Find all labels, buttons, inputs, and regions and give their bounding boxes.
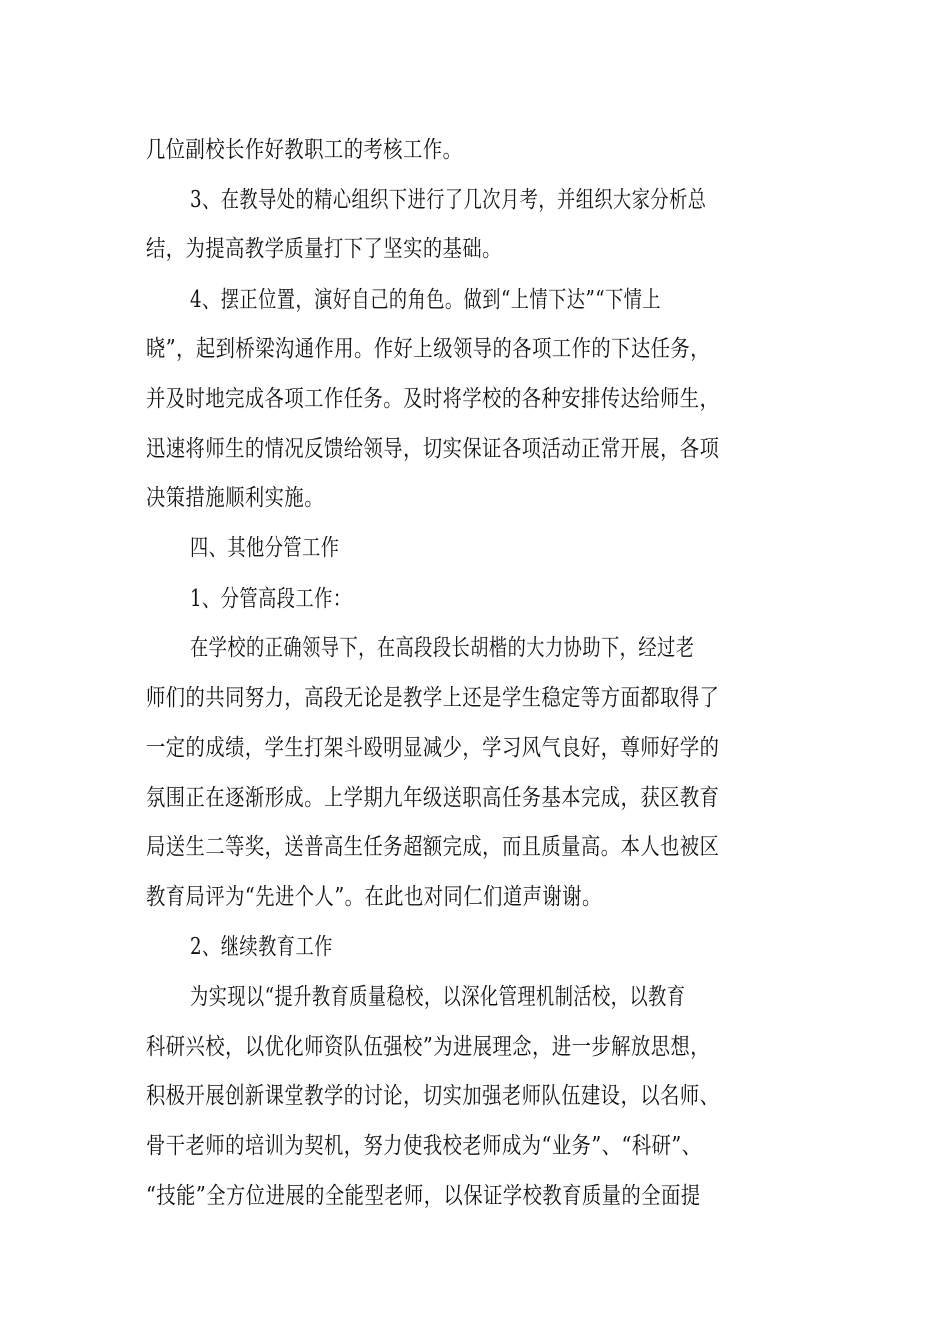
text-line: 积极开展创新课堂教学的讨论，切实加强老师队伍建设，以名师、 xyxy=(146,1083,720,1109)
text-line: 教育局评为“先进个人”。在此也对同仁们道声谢谢。 xyxy=(146,884,602,910)
text-line: 晓”，起到桥梁沟通作用。作好上级领导的各项工作的下达任务， xyxy=(146,336,711,362)
text-line: 4、摆正位置，演好自己的角色。做到“上情下达”“下情上 xyxy=(190,287,662,313)
text-line: 几位副校长作好教职工的考核工作。 xyxy=(146,137,463,163)
text-line: 在学校的正确领导下，在高段段长胡楷的大力协助下，经过老 xyxy=(190,635,695,661)
text-line: 并及时地完成各项工作任务。及时将学校的各种安排传达给师生， xyxy=(146,386,720,412)
subsection-heading: 1、分管高段工作： xyxy=(190,586,352,612)
text-line: 氛围正在逐渐形成。上学期九年级送职高任务基本完成，获区教育 xyxy=(146,785,720,811)
text-line: 骨干老师的培训为契机，努力使我校老师成为“业务”、“科研”、 xyxy=(146,1133,702,1159)
text-line: 为实现以“提升教育质量稳校，以深化管理机制活校，以教育 xyxy=(190,984,686,1010)
text-line: 科研兴校，以优化师资队伍强校”为进展理念，进一步解放思想， xyxy=(146,1034,711,1060)
text-line: 结，为提高教学质量打下了坚实的基础。 xyxy=(146,236,502,262)
text-line: 师们的共同努力，高段无论是教学上还是学生稳定等方面都取得了 xyxy=(146,685,720,711)
text-line: 局送生二等奖，送普高生任务超额完成，而且质量高。本人也被区 xyxy=(146,834,720,860)
text-line: 迅速将师生的情况反馈给领导，切实保证各项活动正常开展，各项 xyxy=(146,436,720,462)
text-line: 决策措施顺利实施。 xyxy=(146,485,324,511)
text-line: 一定的成绩，学生打架斗殴明显减少，学习风气良好，尊师好学的 xyxy=(146,735,720,761)
text-line: 3、在教导处的精心组织下进行了几次月考，并组织大家分析总 xyxy=(190,187,707,213)
section-heading: 四、其他分管工作 xyxy=(190,535,340,561)
subsection-heading: 2、继续教育工作 xyxy=(190,934,333,960)
text-line: “技能”全方位进展的全能型老师，以保证学校教育质量的全面提 xyxy=(146,1183,701,1209)
